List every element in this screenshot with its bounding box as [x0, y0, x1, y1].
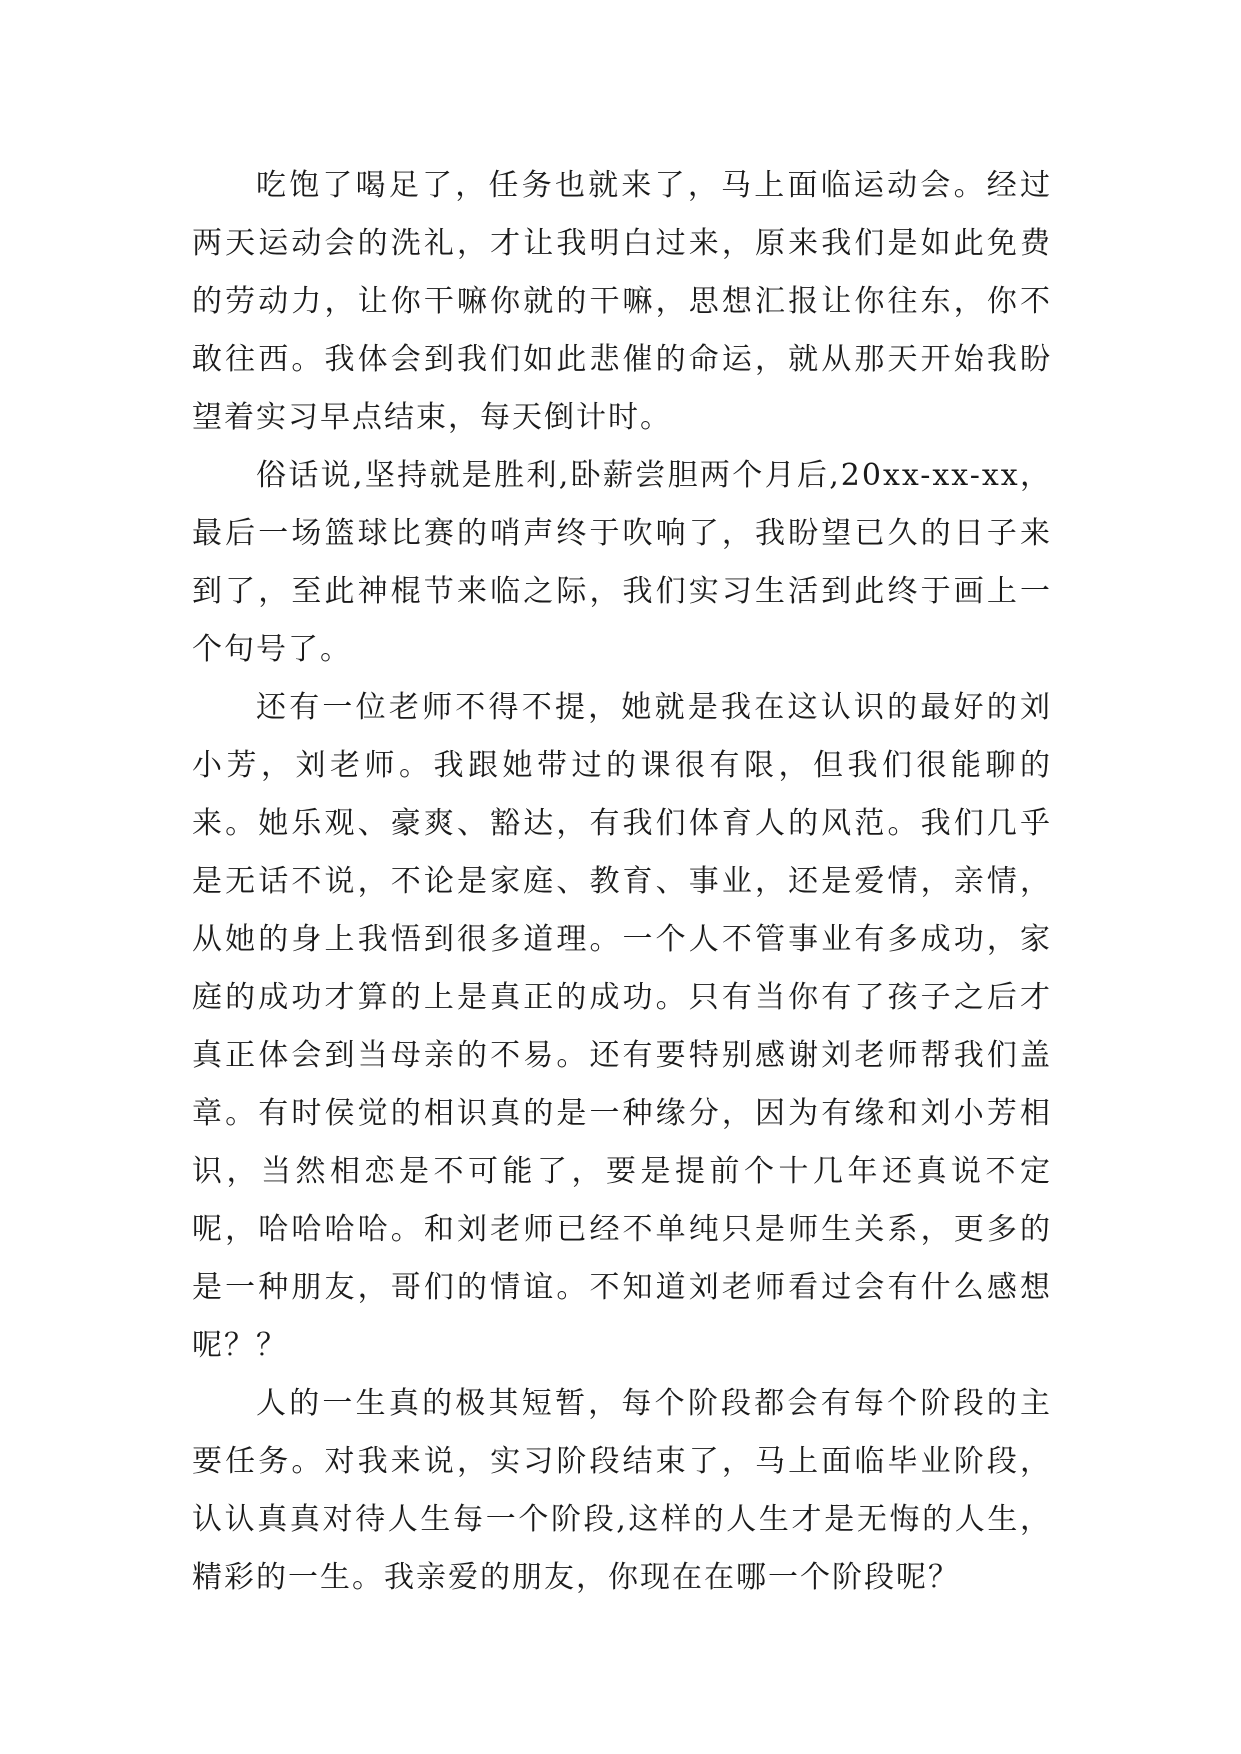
paragraph-teacher-liu: 还有一位老师不得不提，她就是我在这认识的最好的刘小芳，刘老师。我跟她带过的课很有限，但我们很能聊的来。她乐观、豪爽、豁达，有我们体育人的风范。我们几乎是无话不说，不论是家庭、教育、事业，还是爱情，亲情，从她的身上我悟到很多道理。一个人不管事业有多成功，家庭的成功才算的上是真正的成功。只有当你有了孩子之后才真正体会到当母亲的不易。还有要特别感谢刘老师帮我们盖章。有时侯觉的相识真的是一种缘分，因为有缘和刘小芳相识，当然相恋是不可能了，要是提前个十几年还真说不定呢，哈哈哈哈。和刘老师已经不单纯只是师生关系，更多的是一种朋友，哥们的情谊。不知道刘老师看过会有什么感想呢？？	[192, 690, 1052, 1363]
paragraph-internship-end: 俗话说,坚持就是胜利,卧薪尝胆两个月后,20xx-xx-xx，最后一场篮球比赛的哨声终于吹响了，我盼望已久的日子来到了，至此神棍节来临之际，我们实习生活到此终于画上一个句号了。	[192, 458, 1052, 667]
paragraph-sports-meet: 吃饱了喝足了，任务也就来了，马上面临运动会。经过两天运动会的洗礼，才让我明白过来，原来我们是如此免费的劳动力，让你干嘛你就的干嘛，思想汇报让你往东，你不敢往西。我体会到我们如此悲催的命运，就从那天开始我盼望着实习早点结束，每天倒计时。	[192, 168, 1052, 435]
document-body	[192, 157, 1052, 1607]
paragraph-life-stages: 人的一生真的极其短暂，每个阶段都会有每个阶段的主要任务。对我来说，实习阶段结束了，马上面临毕业阶段，认认真真对待人生每一个阶段,这样的人生才是无悔的人生，精彩的一生。我亲爱的朋友，你现在在哪一个阶段呢？	[192, 1386, 1052, 1595]
